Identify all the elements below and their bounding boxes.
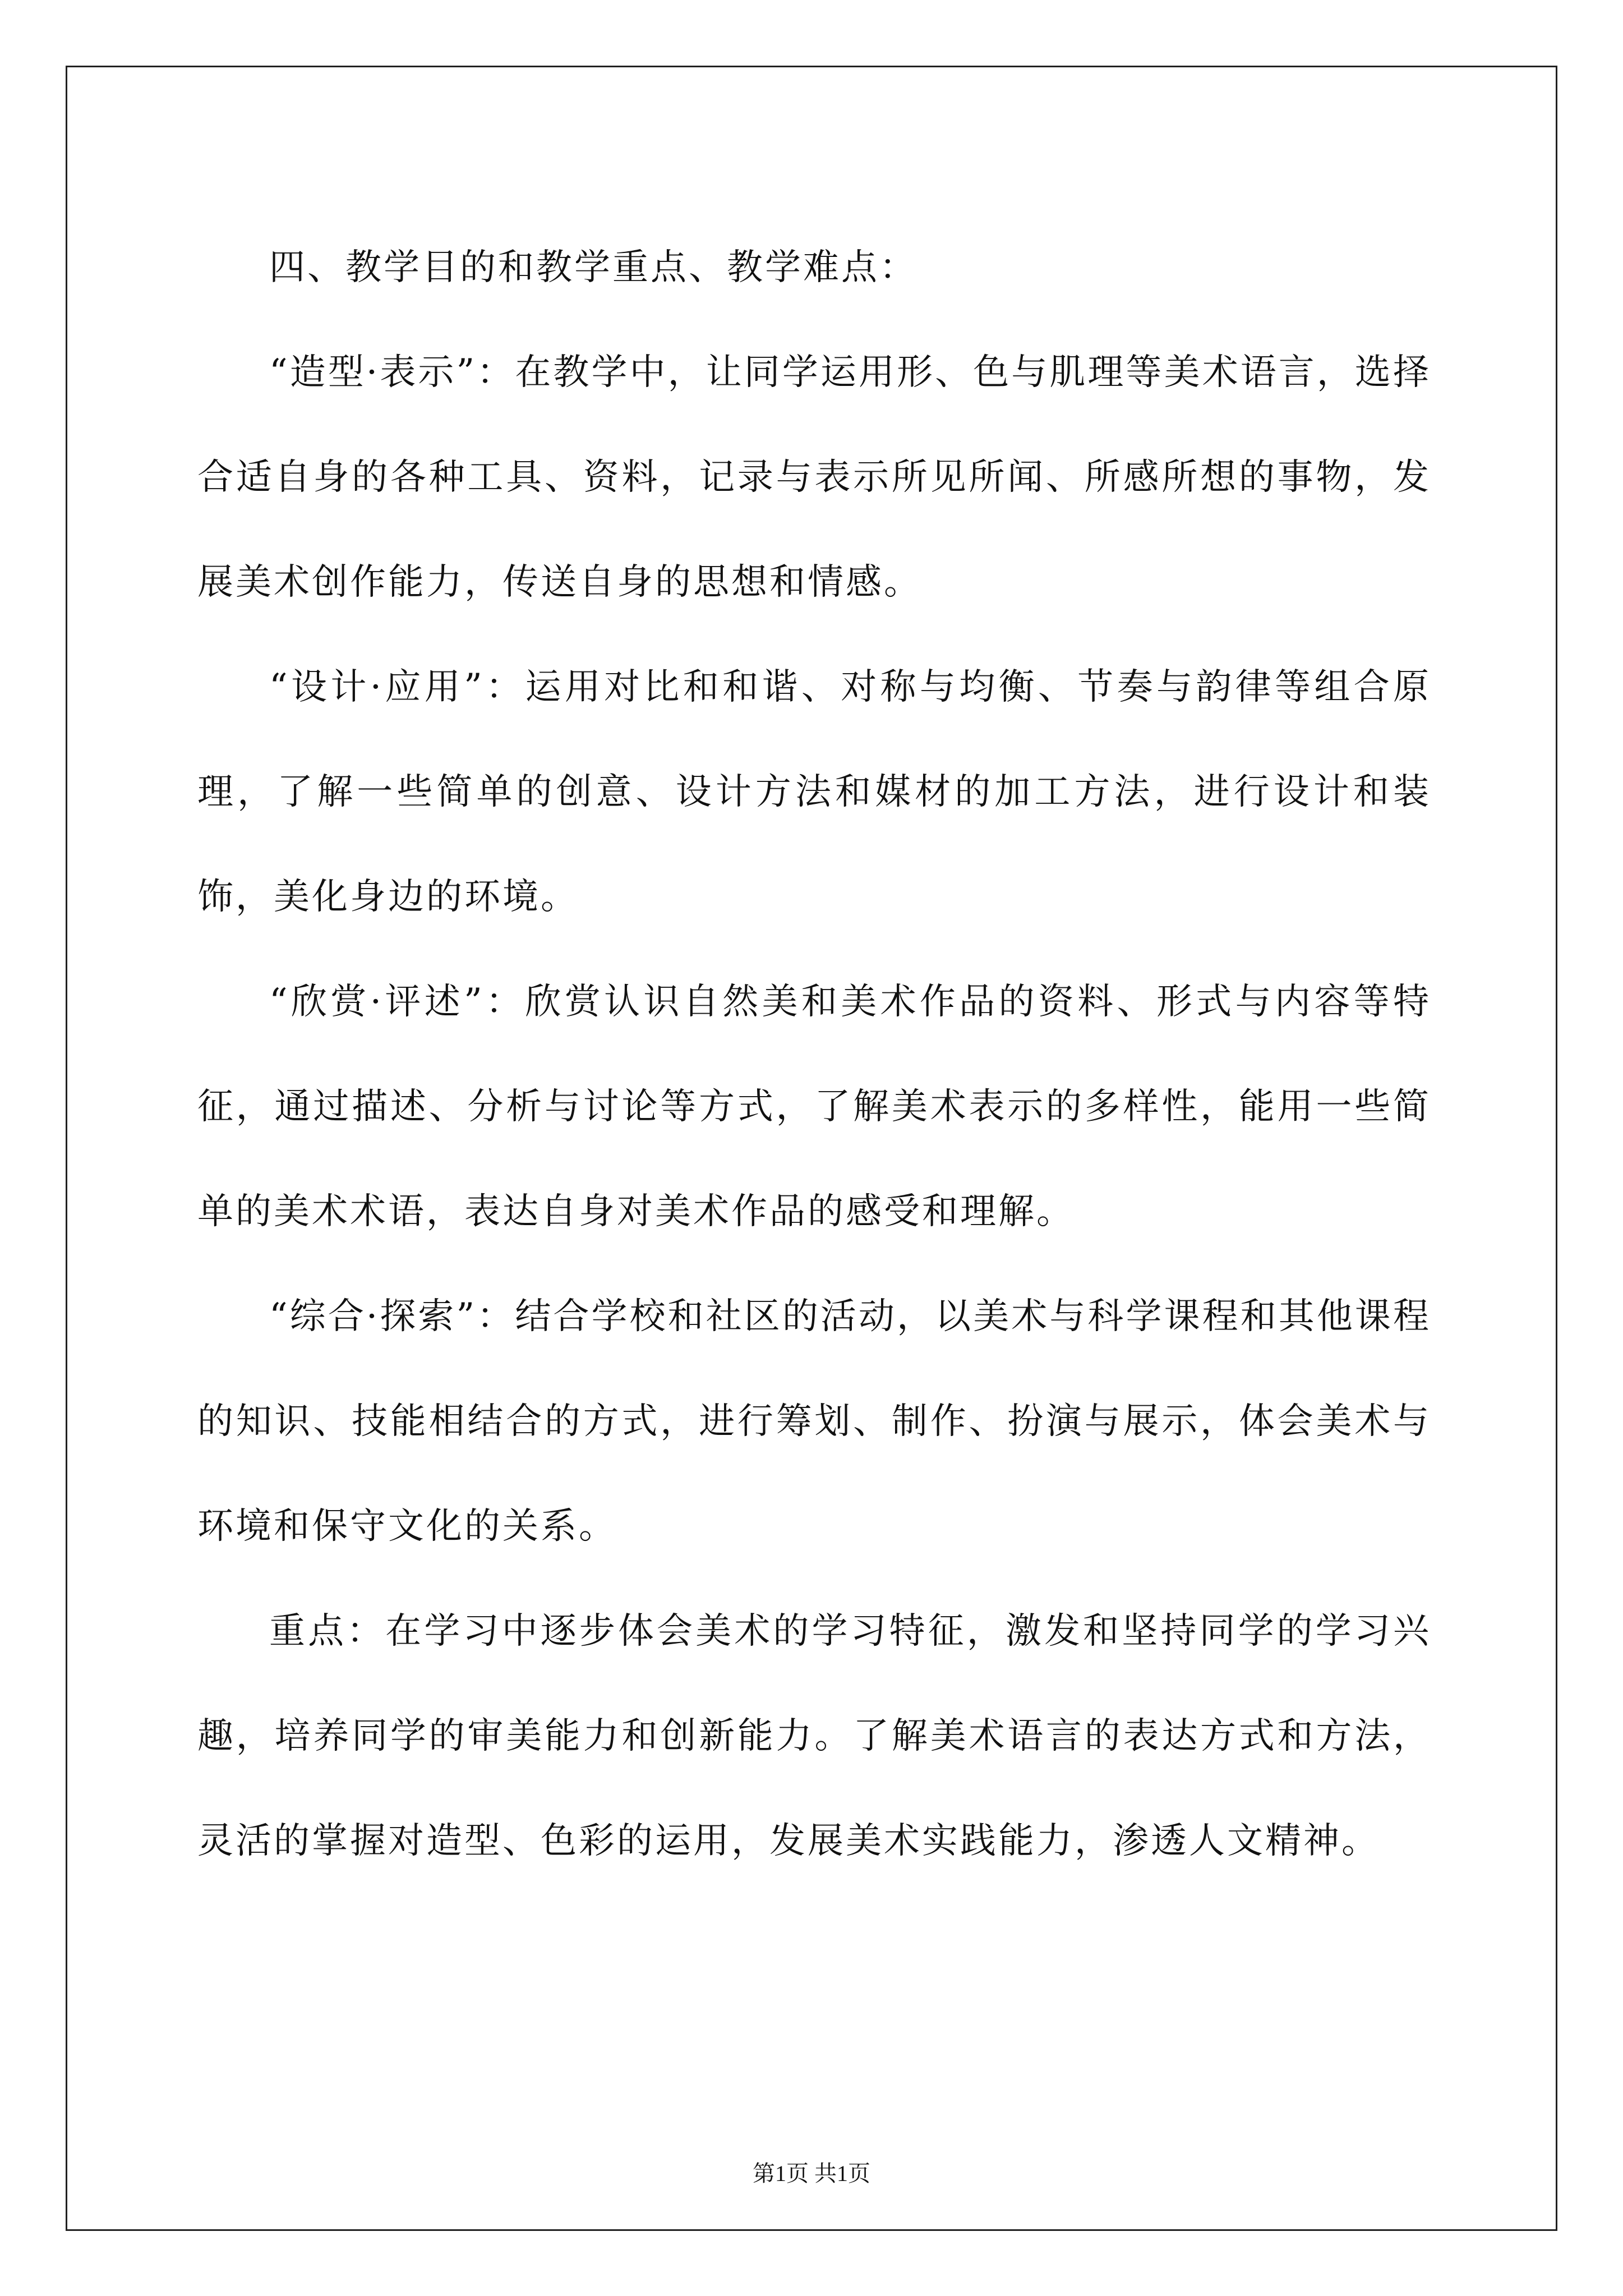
paragraph-modeling-expression: “造型·表示”：在教学中，让同学运用形、色与肌理等美术语言，选择合适自身的各种工具、资料，记录与表示所见所闻、所感所想的事物，发展美术创作能力，传送自身的思想和情感。 bbox=[197, 352, 1431, 603]
page-number-footer: 第1页 共1页 bbox=[753, 2161, 870, 2186]
section-heading: 四、教学目的和教学重点、教学难点： bbox=[269, 247, 917, 288]
paragraph-design-application: “设计·应用”：运用对比和和谐、对称与均衡、节奏与韵律等组合原理，了解一些简单的创意、设计方法和媒材的加工方法，进行设计和装饰，美化身边的环境。 bbox=[197, 666, 1431, 918]
paragraph-synthesis-exploration: “综合·探索”：结合学校和社区的活动，以美术与科学课程和其他课程的知识、技能相结合的方式，进行筹划、制作、扮演与展示，体会美术与环境和保守文化的关系。 bbox=[197, 1296, 1431, 1547]
document-body bbox=[197, 215, 1431, 1894]
paragraph-key-points: 重点：在学习中逐步体会美术的学习特征，激发和坚持同学的学习兴趣，培养同学的审美能力和创新能力。了解美术语言的表达方式和方法，灵活的掌握对造型、色彩的运用，发展美术实践能力，渗透人文精神。 bbox=[197, 1611, 1431, 1862]
paragraph-appreciation-review: “欣赏·评述”：欣赏认识自然美和美术作品的资料、形式与内容等特征，通过描述、分析与讨论等方式，了解美术表示的多样性，能用一些简单的美术术语，表达自身对美术作品的感受和理解。 bbox=[197, 981, 1431, 1232]
